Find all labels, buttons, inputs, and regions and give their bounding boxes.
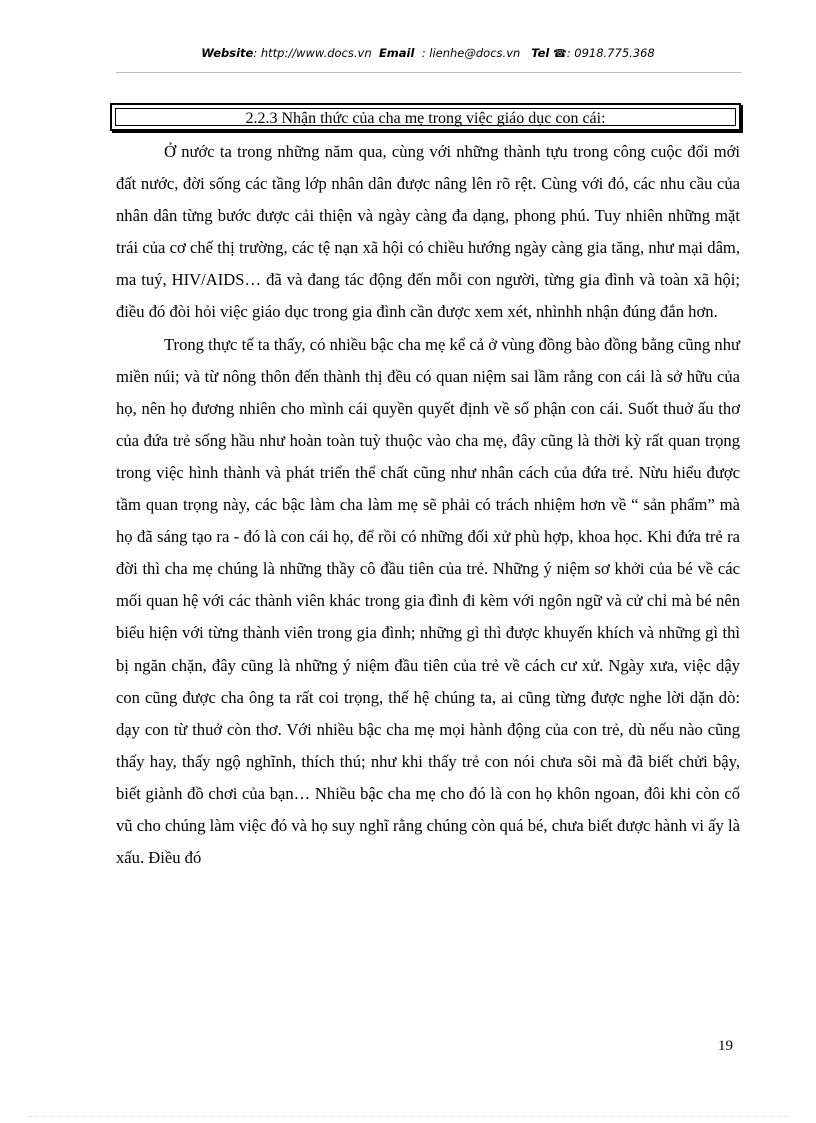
header-divider xyxy=(116,72,742,73)
email-value: : lienhe@docs.vn xyxy=(421,46,521,60)
phone-icon: ☎ xyxy=(553,47,567,60)
paragraph: Trong thực tế ta thấy, có nhiều bậc cha mẹ kể cả ở vùng đồng bào đồng bằng cũng như miền núi; và từ nông thôn đến thành thị đều có quan niệm sai lầm rằng con cái là sở hữu của họ, nên họ đương nhiên cho mình cái quyền quyết định về số phận con cái. Suốt thuở ấu thơ của đứa trẻ sống hầu như hoàn toàn tuỳ thuộc vào cha mẹ, đây cũng là thời kỳ rất quan trọng trong việc hình thành và phát triển thể chất cũng như nhân cách của đứa trẻ. Nừu hiểu được tầm quan trọng này, các bậc làm cha làm mẹ sẽ phải có trách nhiệm hơn về “ sản phẩm” mà họ đã sáng tạo ra - đó là con cái họ, để rồi có những đối xử phù hợp, khoa học. Khi đứa trẻ ra đời thì cha mẹ chúng là những thầy cô đầu tiên của trẻ. Những ý niệm sơ khởi của bé về các mối quan hệ với các thành viên khác trong gia đình đi kèm với ngôn ngữ và cử chỉ mà bé nên biểu hiện với từng thành viên trong gia đình; những gì thì được khuyến khích và những gì thì bị ngăn chặn, đây cũng là những ý niệm đầu tiên của trẻ về cách cư xử. Ngày xưa, việc dậy con cũng được cha ông ta rất coi trọng, thế hệ chúng ta, ai cũng từng được nghe lời dặn dò: dạy con từ thuở còn thơ. Với nhiều bậc cha mẹ mọi hành động của con trẻ, dù nếu nào cũng thấy hay, thấy ngộ nghĩnh, thích thú; như khi thấy trẻ con nói chưa sõi mà đã biết chửi bậy, biết giành đồ chơi của bạn… Nhiều bậc cha mẹ cho đó là con họ khôn ngoan, đôi khi còn cổ vũ cho chúng làm việc đó và họ suy nghĩ rằng chúng còn quá bé, chưa biết được hành vi ấy là xấu. Điều đó xyxy=(116,334,740,868)
email-label: Email xyxy=(378,46,415,60)
footer-divider xyxy=(28,1116,788,1117)
paragraph: Ở nước ta trong những năm qua, cùng với những thành tựu trong công cuộc đổi mới đất nước, đời sống các tầng lớp nhân dân được nâng lên rõ rệt. Cùng với đó, các nhu cầu của nhân dân từng bước được cải thiện và ngày càng đa dạng, phong phú. Tuy nhiên những mặt trái của cơ chế thị trường, các tệ nạn xã hội có chiều hướng ngày càng gia tăng, như mại dâm, ma tuý, HIV/AIDS… đã và đang tác động đến mỗi con người, từng gia đình và toàn xã hội; điều đó đòi hỏi việc giáo dục trong gia đình cần được xem xét, nhìnhh nhận đúng đắn hơn. xyxy=(116,142,740,322)
website-value: : http://www.docs.vn xyxy=(253,46,372,60)
page-header xyxy=(118,46,738,60)
tel-value: : 0918.775.368 xyxy=(566,46,655,60)
website-label: Website xyxy=(201,46,254,60)
section-title: 2.2.3 Nhận thức của cha mẹ trong việc giáo dục con cái: xyxy=(245,110,606,127)
section-heading-box xyxy=(110,103,741,131)
page-number: 19 xyxy=(718,1038,733,1054)
body-text xyxy=(116,136,740,874)
tel-label: Tel xyxy=(531,46,550,60)
